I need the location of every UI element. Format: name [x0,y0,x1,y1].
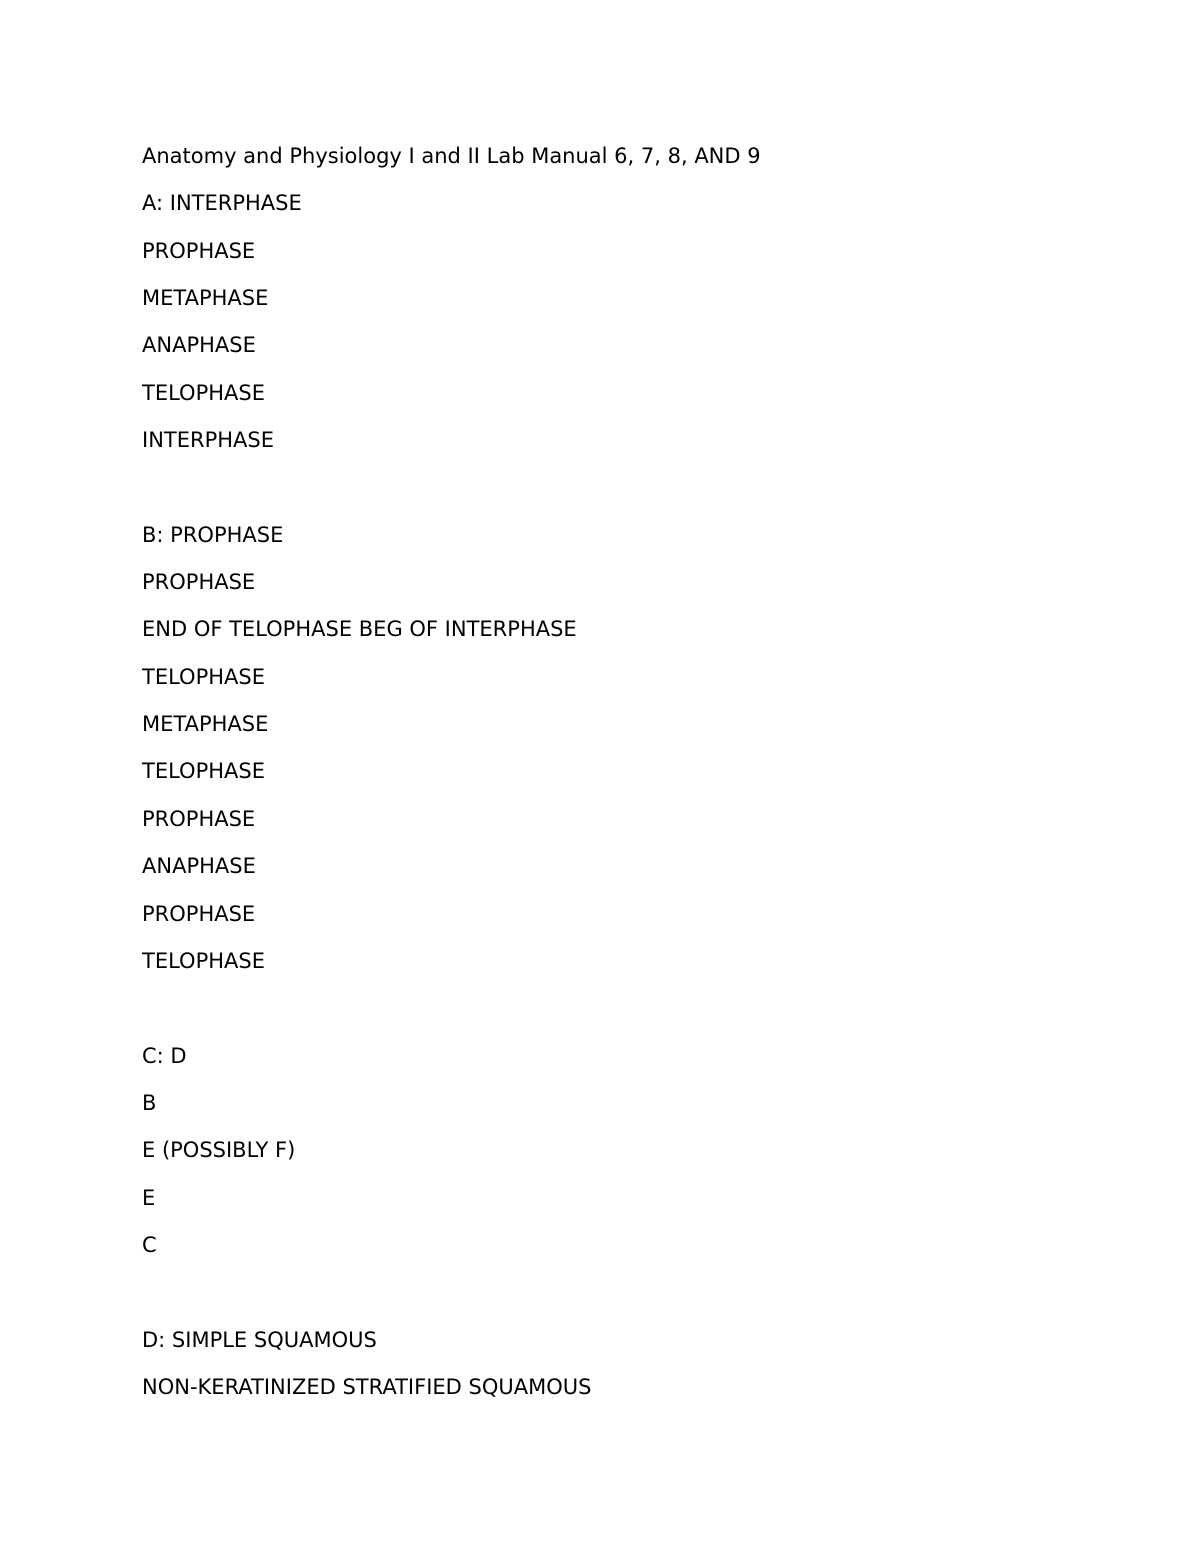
section-c-heading: C: D [142,1043,187,1068]
section-b-item: PROPHASE [142,570,256,595]
section-c-item: C [142,1232,157,1257]
section-d-heading: D: SIMPLE SQUAMOUS [142,1327,377,1352]
section-a-item: TELOPHASE [142,380,265,405]
section-c-item: B [142,1090,157,1115]
section-b-item: ANAPHASE [142,854,256,879]
section-b-item: PROPHASE [142,901,256,926]
section-b-heading: B: PROPHASE [142,522,284,547]
section-b-item: METAPHASE [142,712,269,737]
section-b-item: PROPHASE [142,806,256,831]
section-a-item: METAPHASE [142,286,269,311]
paragraph-spacer [142,990,1142,1037]
section-a-item: ANAPHASE [142,333,256,358]
section-b-item: TELOPHASE [142,948,265,973]
section-b-item: TELOPHASE [142,759,265,784]
paragraph-spacer [142,469,1142,516]
document-body [142,138,1142,1416]
section-d-item: NON-KERATINIZED STRATIFIED SQUAMOUS [142,1374,592,1399]
section-a-heading: A: INTERPHASE [142,191,302,216]
document-title: Anatomy and Physiology I and II Lab Manual 6, 7, 8, AND 9 [142,144,761,168]
section-b-item: END OF TELOPHASE BEG OF INTERPHASE [142,617,577,642]
section-c-item: E [142,1185,156,1210]
paragraph-spacer [142,1274,1142,1321]
section-c-item: E (POSSIBLY F) [142,1138,296,1163]
section-b-item: TELOPHASE [142,664,265,689]
section-a-item: PROPHASE [142,238,256,263]
section-a-item: INTERPHASE [142,428,275,453]
